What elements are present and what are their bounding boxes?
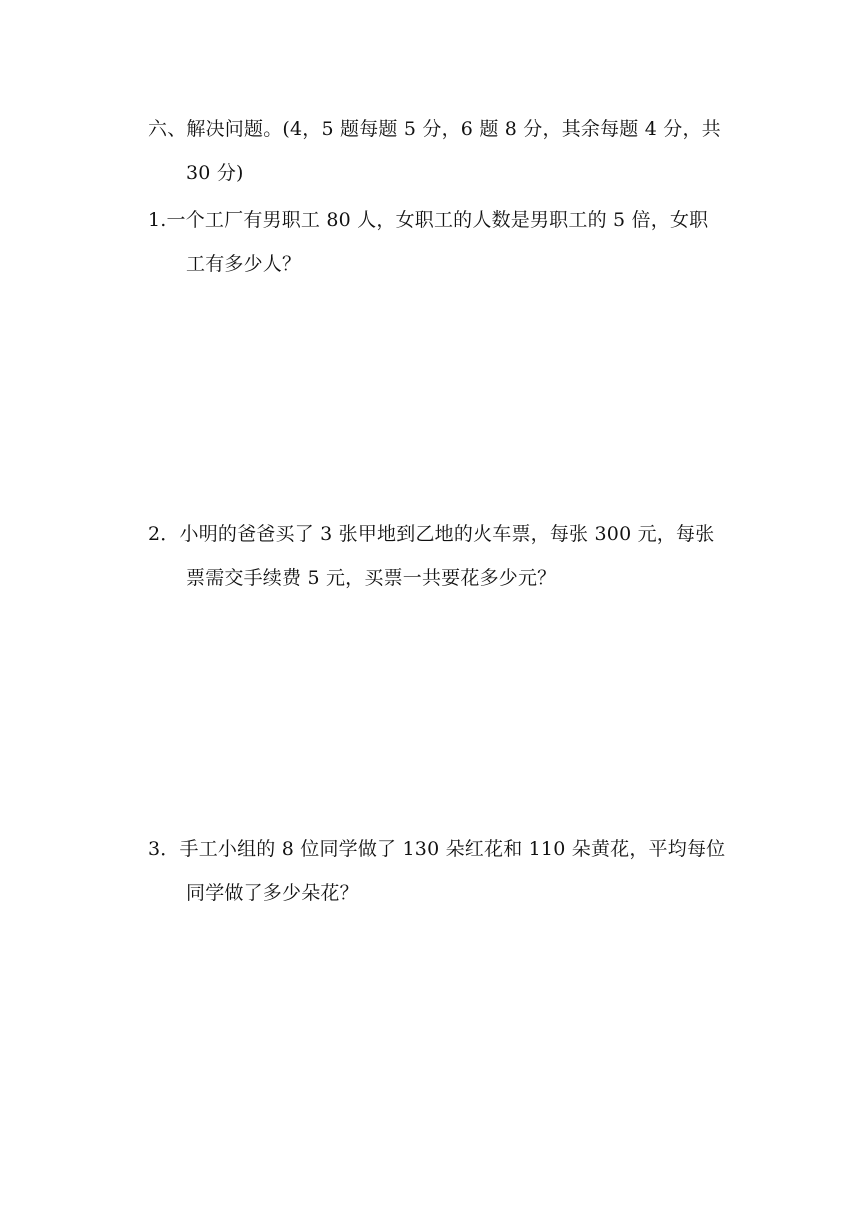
question-1-answer-space xyxy=(148,290,728,510)
question-2-answer-space xyxy=(148,604,728,824)
question-1-text-continued: 工有多少人？ xyxy=(186,253,302,275)
question-3-text-continued: 同学做了多少朵花？ xyxy=(186,882,359,904)
section-heading-continued: 30 分) xyxy=(186,162,244,184)
question-3-text: 3．手工小组的 8 位同学做了 130 朵红花和 110 朵黄花，平均每位 xyxy=(148,838,726,860)
question-2-text: 2．小明的爸爸买了 3 张甲地到乙地的火车票，每张 300 元，每张 xyxy=(148,523,715,545)
question-2-text-continued: 票需交手续费 5 元，买票一共要花多少元？ xyxy=(186,567,557,589)
question-1-text: 1.一个工厂有男职工 80 人，女职工的人数是男职工的 5 倍，女职 xyxy=(148,209,709,231)
section-heading: 六、解决问题。(4，5 题每题 5 分，6 题 8 分，其余每题 4 分，共 xyxy=(148,118,721,140)
question-3-answer-space xyxy=(148,920,728,1180)
